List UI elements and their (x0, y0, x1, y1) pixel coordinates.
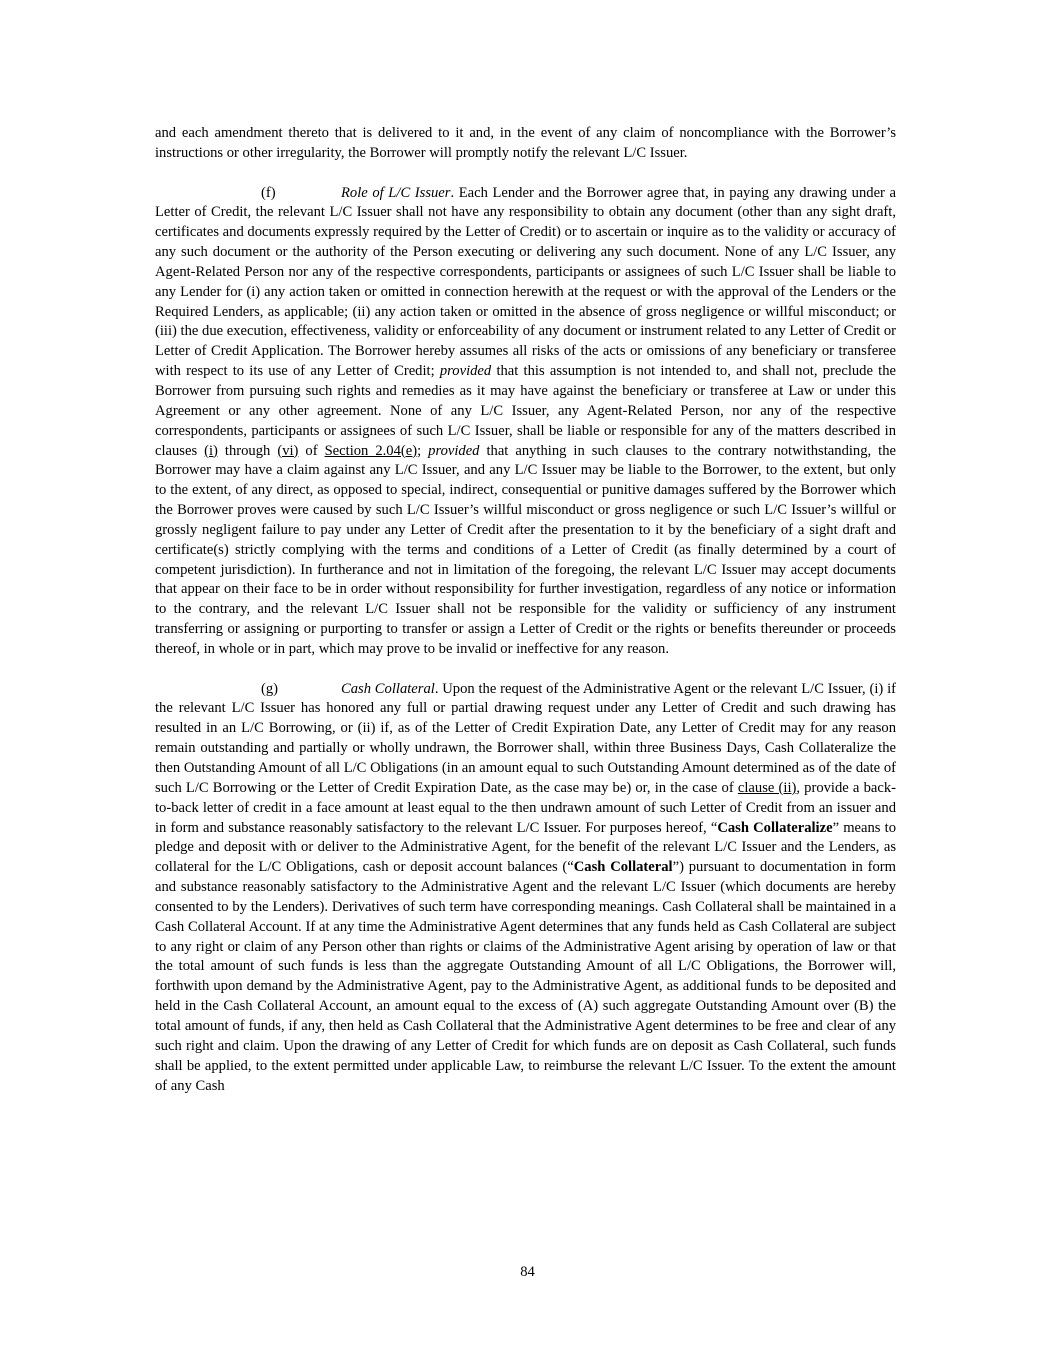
paragraph-f-text-2: that this assumption is not intended to, and shall not, preclude the Borrower from pursuing such rights and remedies as it may have against the beneficiary or transferee at Law or under this Agreement or any other agreement. None of any L/C Issuer, any Agent-Related Person, nor any of the respective correspondents, participants or assignees of such L/C Issuer, shall be liable or responsible for any of the matters described in clauses (155, 363, 896, 459)
paragraph-g-label: (g) (261, 680, 279, 697)
defined-term-cash-collateral: Cash Collateral (573, 859, 673, 876)
paragraph-g-text-4: ”) pursuant to documentation in form and substance reasonably satisfactory to the Administrative Agent and the relevant L/C Issuer (which documents are hereby consented to by the Lenders). Derivatives of such term have corresponding meanings. Cash Collateral shall be maintained in a Cash Collateral Account. If at any time the Administrative Agent determines that any funds held as Cash Collateral are subject to any right or claim of any Person other than rights or claims of the Administrative Agent arising by operation of law or that the total amount of such funds is less than the aggregate Outstanding Amount of all L/C Obligations, the Borrower will, forthwith upon demand by the Administrative Agent, pay to the Administrative Agent, as additional funds to be deposited and held in the Cash Collateral Account, an amount equal to the excess of (A) such aggregate Outstanding Amount over (B) the total amount of funds, if any, then held as Cash Collateral that the Administrative Agent determines to be free and clear of any such right and claim. Upon the drawing of any Letter of Credit for which funds are on deposit as Cash Collateral, such funds shall be applied, to the extent permitted under applicable Law, to reimburse the relevant L/C Issuer. To the extent the amount of any Cash (155, 859, 896, 1094)
clause-vi-reference: (vi) (277, 442, 299, 459)
paragraph-f-text-1: . Each Lender and the Borrower agree that, in paying any drawing under a Letter of Credit, the relevant L/C Issuer shall not have any responsibility to obtain any document (other than any sight draft, certificates and documents expressly required by the Letter of Credit) or to ascertain or inquire as to the validity or accuracy of any such document or the authority of the Person executing or delivering any such document. None of any L/C Issuer, any Agent-Related Person nor any of the respective correspondents, participants or assignees of such L/C Issuer shall be liable to any Lender for (i) any action taken or omitted in connection herewith at the request or with the approval of the Lenders or the Required Lenders, as applicable; (ii) any action taken or omitted in the absence of gross negligence or willful misconduct; or (iii) the due execution, effectiveness, validity or enforceability of any document or instrument related to any Letter of Credit or Letter of Credit Application. The Borrower hereby assumes all risks of the acts or omissions of any beneficiary or transferee with respect to its use of any Letter of Credit; (155, 184, 896, 380)
paragraph-f-title: Role of L/C Issuer (341, 184, 451, 201)
paragraph-f-provided-2: provided (428, 442, 480, 459)
paragraph-g-title: Cash Collateral (341, 680, 435, 697)
defined-term-cash-collateralize: Cash Collateralize (717, 819, 833, 836)
paragraph-g (155, 680, 896, 1097)
clause-ii-reference: clause (ii) (737, 779, 797, 796)
paragraph-g-text-2: , provide a back-to-back letter of credit in a face amount at least equal to the then undrawn amount of such Letter of Credit from an issuer and in form and substance reasonably satisfactory to the relevant L/C Issuer. For purposes hereof, “ (155, 779, 896, 836)
paragraph-f-label: (f) (261, 184, 276, 201)
continuation-paragraph: and each amendment thereto that is delivered to it and, in the event of any claim of noncompliance with the Borrower’s instructions or other irregularity, the Borrower will promptly notify the relevant L/C Issuer. (155, 125, 896, 161)
clause-i-reference: (i) (204, 442, 218, 459)
paragraph-f-provided-1: provided (439, 363, 492, 380)
page-number: 84 (520, 1264, 535, 1280)
paragraph-f-text-5: ; (417, 442, 429, 459)
body-text (155, 124, 896, 1116)
paragraph-f (155, 184, 896, 660)
paragraph-g-text-1: . Upon the request of the Administrative Agent or the relevant L/C Issuer, (i) if the relevant L/C Issuer has honored any full or partial drawing request under any Letter of Credit and such drawing has resulted in an L/C Borrowing, or (ii) if, as of the Letter of Credit Expiration Date, any Letter of Credit may for any reason remain outstanding and partially or wholly undrawn, the Borrower shall, within three Business Days, Cash Collateralize the then Outstanding Amount of all L/C Obligations (in an amount equal to such Outstanding Amount determined as of the date of such L/C Borrowing or the Letter of Credit Expiration Date, as the case may be) or, in the case of (155, 680, 896, 796)
paragraph-f-text-6: that anything in such clauses to the contrary notwithstanding, the Borrower may have a claim against any L/C Issuer, and any L/C Issuer may be liable to the Borrower, to the extent, but only to the extent, of any direct, as opposed to special, indirect, consequential or punitive damages suffered by the Borrower which the Borrower proves were caused by such L/C Issuer’s willful misconduct or gross negligence or such L/C Issuer’s willful or grossly negligent failure to pay under any Letter of Credit after the presentation to it by the beneficiary of a sight draft and certificate(s) strictly complying with the terms and conditions of a Letter of Credit (as finally determined by a court of competent jurisdiction). In furtherance and not in limitation of the foregoing, the relevant L/C Issuer may accept documents that appear on their face to be in order without responsibility for further investigation, regardless of any notice or information to the contrary, and the relevant L/C Issuer shall not be responsible for the validity or sufficiency of any instrument transferring or assigning or purporting to transfer or assign a Letter of Credit or the rights or benefits thereunder or proceeds thereof, in whole or in part, which may prove to be invalid or ineffective for any reason. (155, 442, 896, 657)
paragraph-f-text-3: through (217, 442, 278, 459)
paragraph-f-text-4: of (298, 442, 325, 459)
section-reference: Section 2.04(e) (324, 442, 418, 459)
paragraph-g-text-3: ” means to pledge and deposit with or deliver to the Administrative Agent, for the benefit of the relevant L/C Issuer and the Lenders, as collateral for the L/C Obligations, cash or deposit account balances (“ (155, 819, 896, 876)
